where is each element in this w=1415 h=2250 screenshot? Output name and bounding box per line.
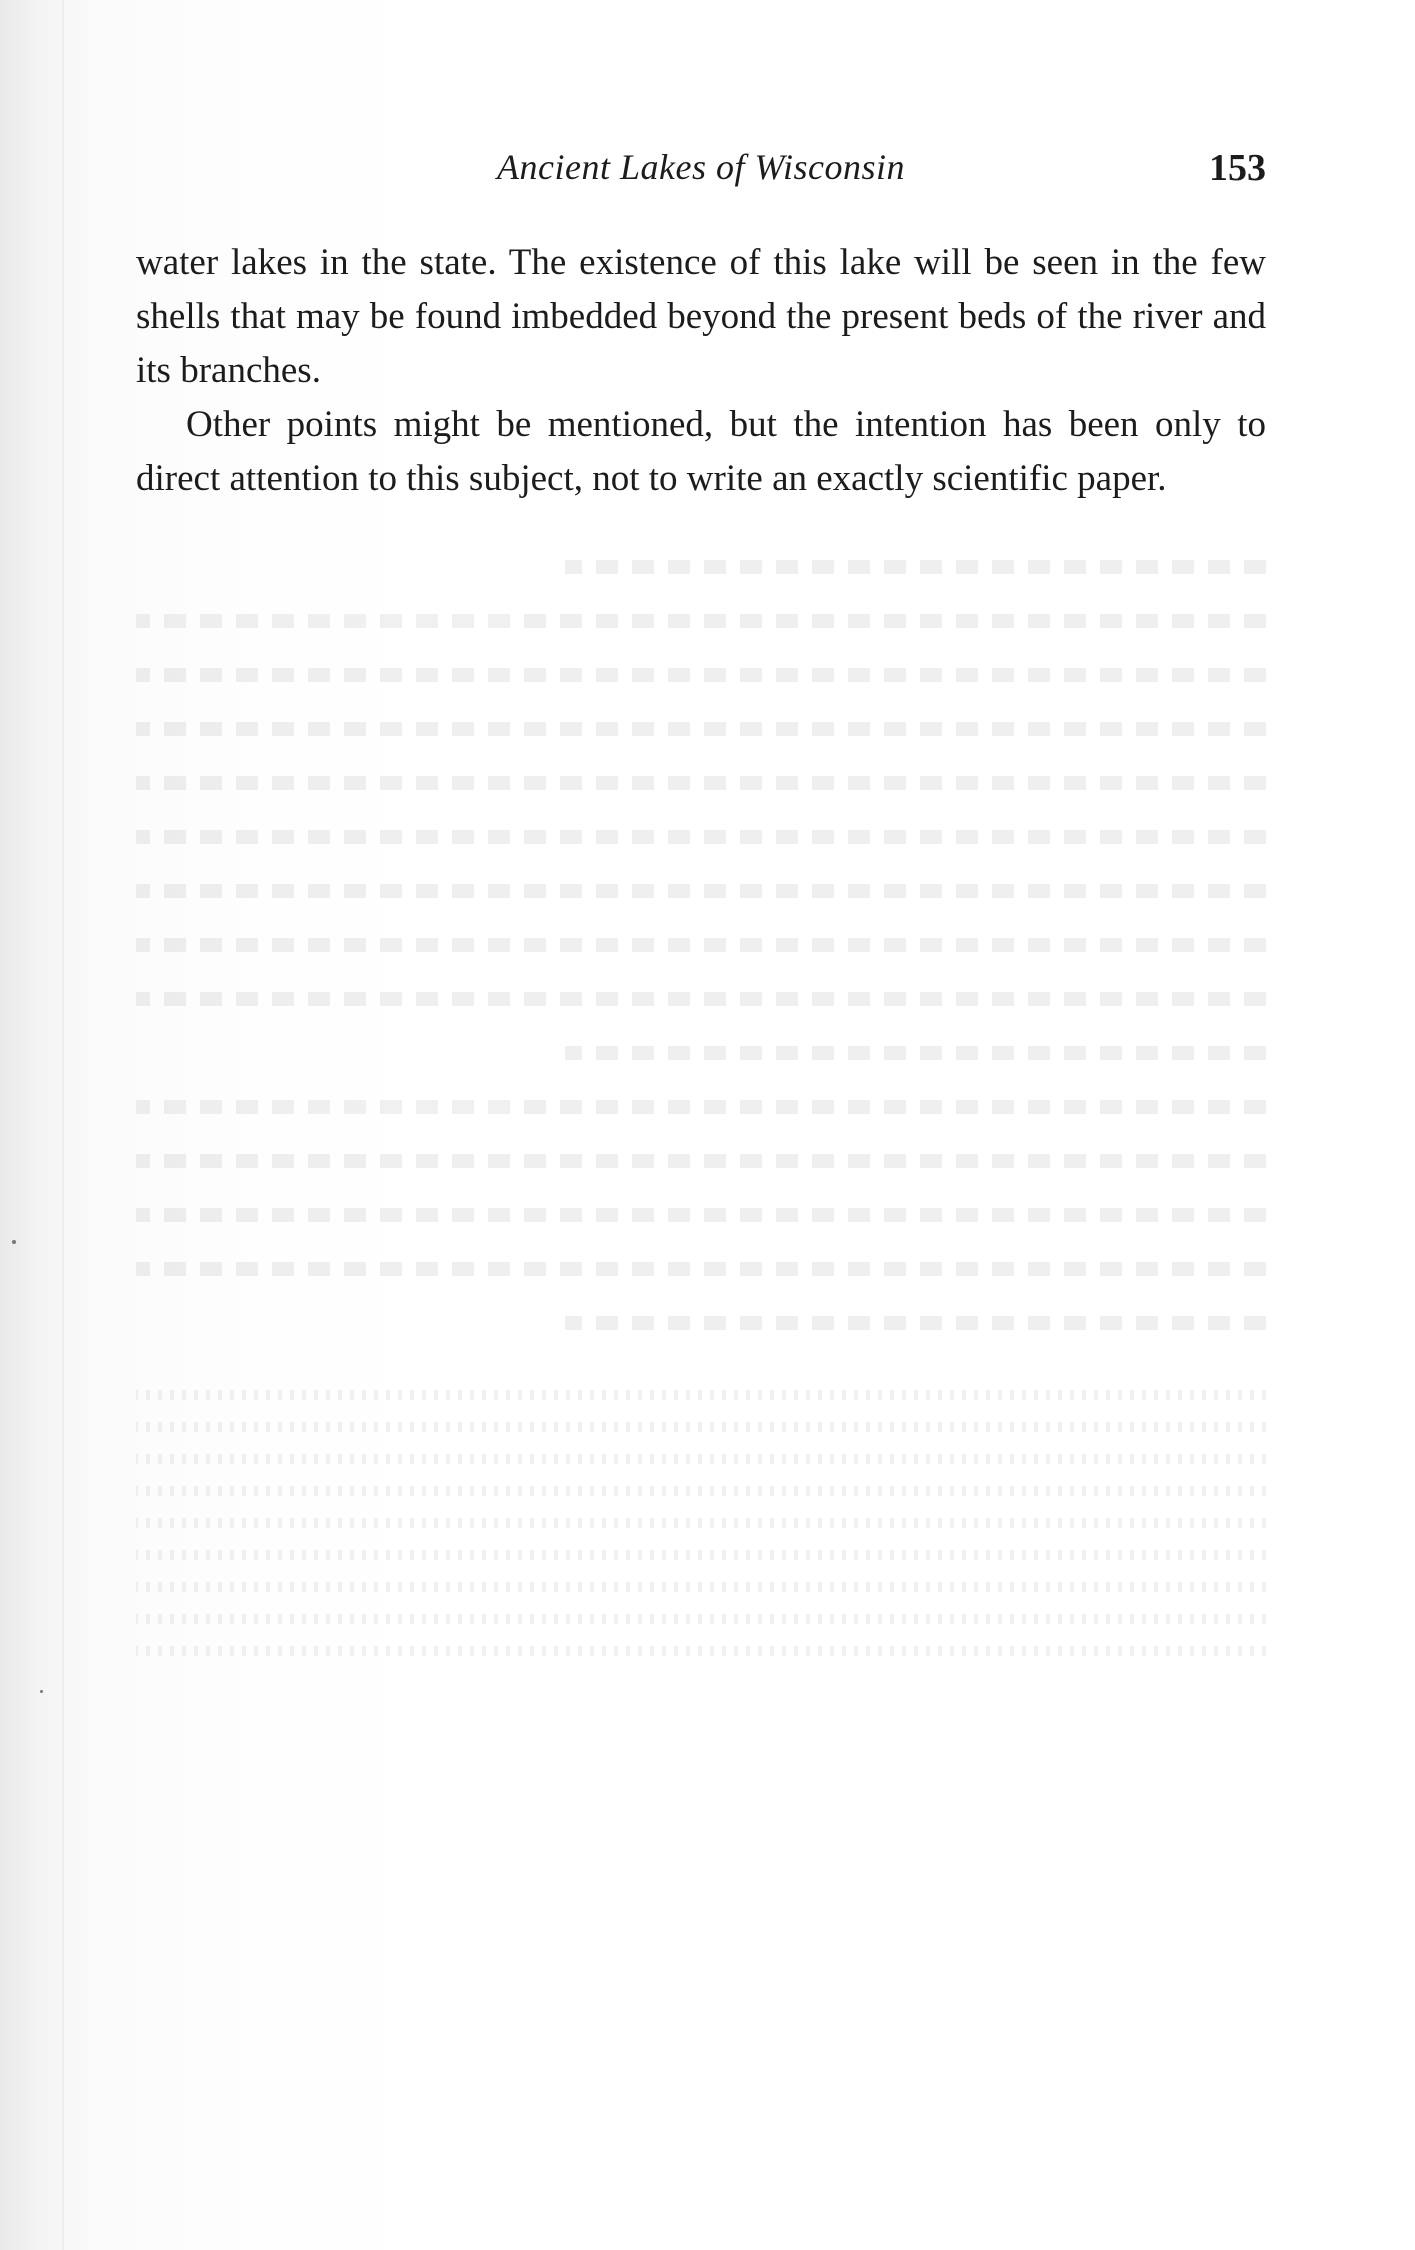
show-through-line	[136, 776, 1266, 790]
show-through-row	[136, 1614, 1266, 1624]
show-through-row	[136, 1454, 1266, 1464]
gutter-shadow	[62, 0, 64, 2250]
show-through-line	[136, 1262, 1266, 1276]
show-through-text	[136, 520, 1266, 2020]
show-through-line	[136, 722, 1266, 736]
show-through-line	[136, 830, 1266, 844]
show-through-row	[136, 1582, 1266, 1592]
paper-speck	[40, 1690, 43, 1693]
show-through-heading	[565, 560, 1266, 574]
show-through-table	[136, 1390, 1266, 1656]
paragraph-closing: Other points might be mentioned, but the intention has been only to direct attention to this subject, not to write an exactly scientific paper.	[136, 404, 1266, 499]
running-title: Ancient Lakes of Wisconsin	[497, 147, 905, 187]
show-through-line	[136, 1100, 1266, 1114]
show-through-line	[136, 1154, 1266, 1168]
running-head	[136, 146, 1266, 196]
show-through-line	[565, 1316, 1266, 1330]
paragraph-continuation: water lakes in the state. The existence of this lake will be seen in the few shells that may be found imbedded beyond the present beds of the river and its branches.	[136, 242, 1266, 391]
show-through-line	[136, 668, 1266, 682]
show-through-line	[136, 1208, 1266, 1222]
show-through-line	[565, 1046, 1266, 1060]
show-through-line	[136, 614, 1266, 628]
show-through-line	[136, 884, 1266, 898]
paper-speck	[12, 1240, 16, 1244]
body-text	[136, 236, 1266, 506]
show-through-row	[136, 1646, 1266, 1656]
show-through-line	[136, 938, 1266, 952]
show-through-row	[136, 1390, 1266, 1400]
show-through-row	[136, 1550, 1266, 1560]
page-number: 153	[1209, 147, 1266, 189]
show-through-row	[136, 1422, 1266, 1432]
show-through-row	[136, 1518, 1266, 1528]
show-through-line	[136, 992, 1266, 1006]
show-through-row	[136, 1486, 1266, 1496]
